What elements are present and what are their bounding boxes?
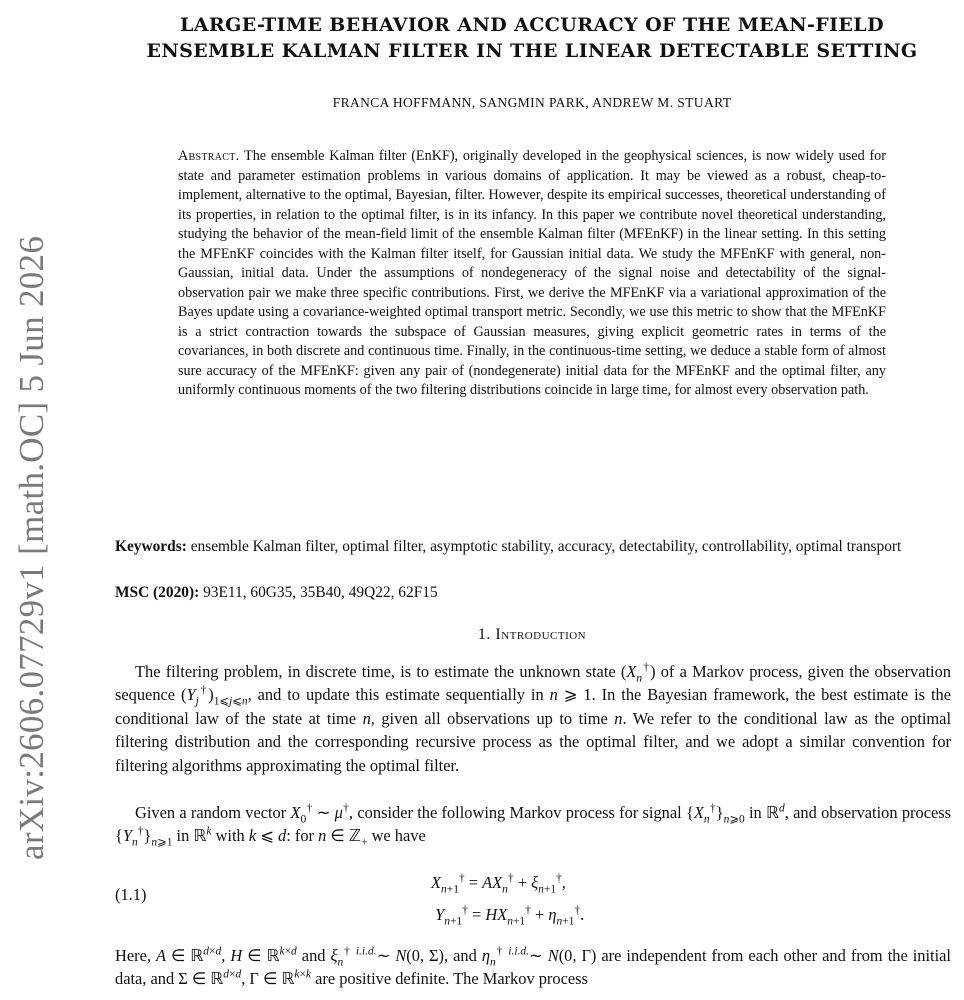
equation-1-1 xyxy=(115,865,951,935)
paragraph-2: Given a random vector $X_0^\dagger$ ∼ μ†, consider the following Markov process for signal $\{X_n^\dagger\}_{n⩾0}$ in ℝ$^d$, and observation process $\{Y_n^\dagger\}_{n⩾1}$ in ℝ$^k$ with k ⩽ d: for n ∈ ℤ$_+$ we have xyxy=(115,802,951,849)
section-heading xyxy=(100,626,964,644)
title-line-2: ENSEMBLE KALMAN FILTER IN THE LINEAR DETECTABLE SETTING xyxy=(146,40,918,62)
abstract xyxy=(178,147,886,401)
section-title: Introduction xyxy=(495,626,587,643)
section-number: 1. xyxy=(477,626,491,643)
keywords xyxy=(115,535,951,558)
keywords-text: ensemble Kalman filter, optimal filter, asymptotic stability, accuracy, detectability, controllability, optimal transport xyxy=(190,538,902,555)
title-line-1: LARGE-TIME BEHAVIOR AND ACCURACY OF THE MEAN-FIELD xyxy=(180,14,884,36)
abstract-text: The ensemble Kalman filter (EnKF), originally developed in the geophysical sciences, is now widely used for state and parameter estimation problems in various domains of application. It may be viewed as a robust, cheap-to-implement, alternative to the optimal, Bayesian, filter. However, despite its empirical successes, theoretical understanding of its properties, in relation to the optimal filter, is in its infancy. In this paper we contribute novel theoretical understanding, studying the behavior of the mean-field limit of the ensemble Kalman filter (MFEnKF) in the linear setting. In this setting the MFEnKF coincides with the Kalman filter itself, for Gaussian initial data. We study the MFEnKF with general, non-Gaussian, initial data. Under the assumptions of nondegeneracy of the signal noise and detectability of the signal-observation pair we make three specific contributions. First, we derive the MFEnKF via a variational approximation of the Bayes update using a covariance-weighted optimal transport metric. Secondly, we use this metric to show that the MFEnKF is a strict contraction towards the subspace of Gaussian measures, giving explicit geometric rates in terms of the covariances, in both discrete and continuous time. Finally, in the continuous-time setting, we deduce a stable form of almost sure accuracy of the MFEnKF: given any pair of (nondegenerate) initial data for the MFEnKF and the optimal filter, any uniformly continuous moments of the two filtering distributions coincide in large time, for almost every observation path. xyxy=(178,148,886,398)
paragraph-1: The filtering problem, in discrete time, is to estimate the unknown state $(X_n^\dagger)$ of a Markov process, given the observation sequence $(Y_j^\dagger)_{1⩽j⩽n}$, and to update this estimate sequentially in n ⩾ 1. In the Bayesian framework, the best estimate is the conditional law of the state at time n, given all observations up to time n. We refer to the conditional law as the optimal filtering distribution and the corresponding recursive process as the optimal filter, and we adopt a similar convention for filtering algorithms approximating the optimal filter. xyxy=(115,661,952,775)
msc-label: MSC (2020): xyxy=(115,584,200,601)
msc-text: 93E11, 60G35, 35B40, 49Q22, 62F15 xyxy=(203,584,438,601)
paragraph-3: Here, A ∈ ℝ$^{d\times d}$, H ∈ ℝ$^{k\times d}$ and $\xi_n^\dagger$ $^{i.i.d.}$∼ N(0, Σ), and $\eta_n^\dagger$ $^{i.i.d.}$∼ N(0, Γ) are independent from each other and from the initial data, and Σ ∈ ℝ$^{d\times d}$, Γ ∈ ℝ$^{k\times k}$ are positive definite. The Markov process xyxy=(115,945,951,989)
msc-codes xyxy=(115,581,951,604)
authors: FRANCA HOFFMANN, SANGMIN PARK, ANDREW M. STUART xyxy=(332,95,732,110)
keywords-label: Keywords: xyxy=(115,538,187,555)
arxiv-identifier: arXiv:2606.07729v1 [math.OC] 5 Jun 2026 xyxy=(12,235,51,860)
equation-line-signal: $X_{n+1}^\dagger = AX_n^\dagger + \xi_{n+1}^\dagger$, xyxy=(431,872,566,896)
abstract-heading: Abstract. xyxy=(178,148,240,164)
equation-line-observation: $Y_{n+1}^\dagger = HX_{n+1}^\dagger + \eta_{n+1}^\dagger$. xyxy=(435,904,585,928)
paper-title xyxy=(100,12,964,64)
equation-number: (1.1) xyxy=(115,885,147,904)
